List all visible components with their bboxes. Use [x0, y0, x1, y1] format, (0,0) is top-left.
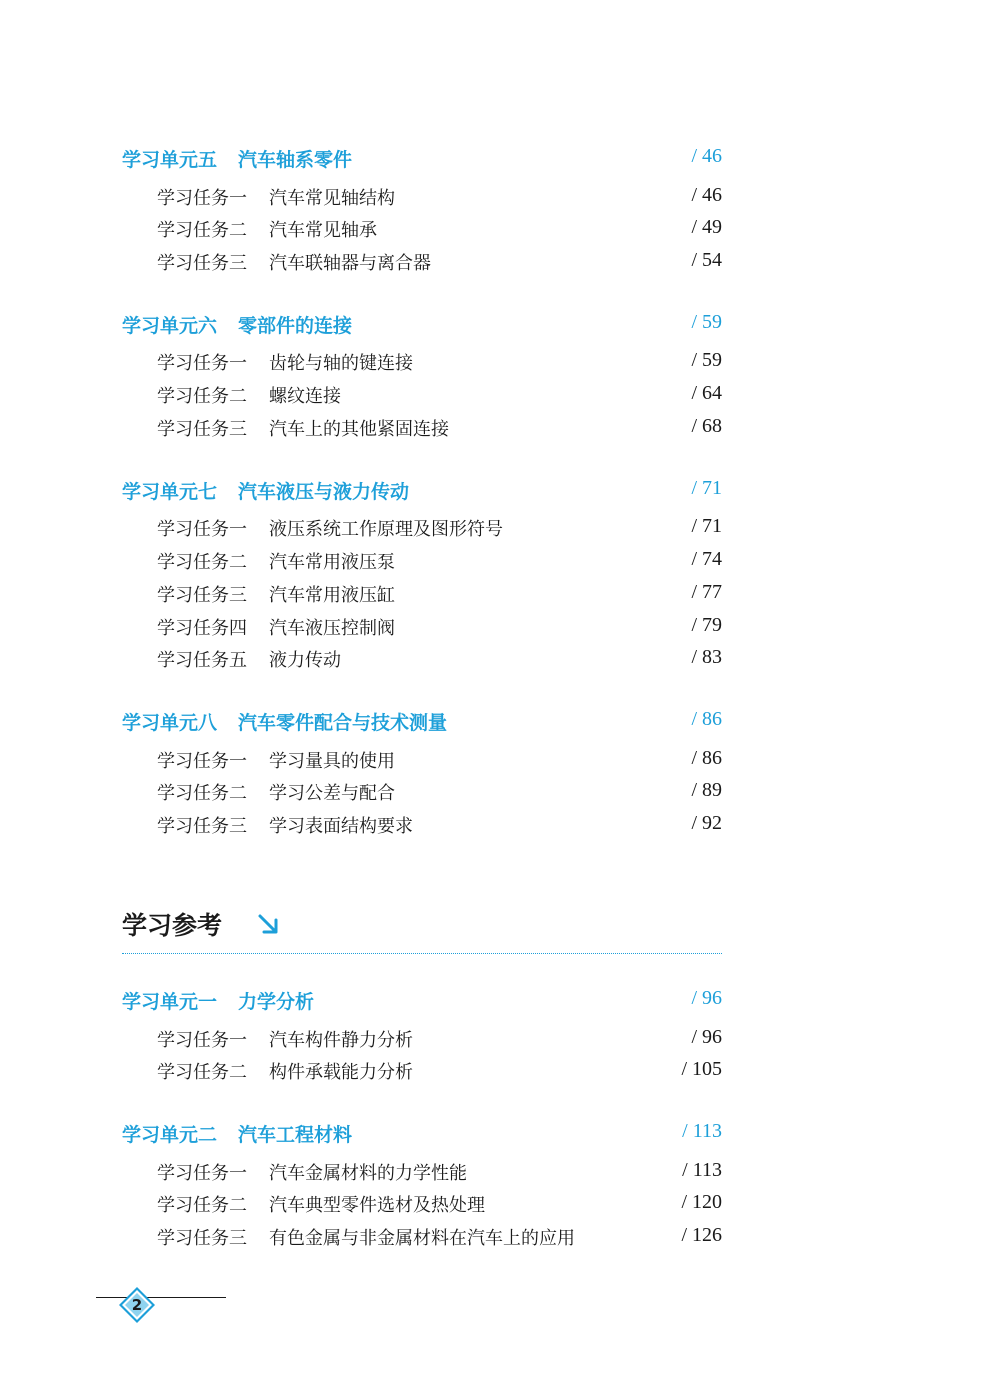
task-page-number: / 86: [691, 747, 722, 769]
unit-title: 汽车液压与液力传动: [238, 481, 410, 503]
unit-page-number: / 46: [691, 145, 722, 167]
task-title: 汽车构件静力分析: [269, 1030, 413, 1051]
unit-code: 学习单元二: [122, 1124, 218, 1146]
toc-entry[interactable]: [157, 184, 722, 210]
task-page-number: / 49: [691, 216, 722, 238]
toc-entry[interactable]: [157, 581, 722, 607]
toc-entry[interactable]: [157, 548, 722, 574]
task-page-number: / 68: [691, 415, 722, 437]
task-title: 汽车金属材料的力学性能: [269, 1163, 467, 1184]
toc-entry[interactable]: [157, 349, 722, 375]
task-code: 学习任务二: [157, 1195, 247, 1216]
ref-unit-1-heading[interactable]: [122, 987, 722, 1013]
unit-title: 汽车工程材料: [238, 1124, 353, 1146]
toc-entry[interactable]: [157, 1159, 722, 1185]
unit-7-heading[interactable]: [122, 477, 722, 503]
task-code: 学习任务二: [157, 1062, 247, 1083]
task-page-number: / 120: [681, 1191, 722, 1213]
task-title: 汽车液压控制阀: [269, 618, 395, 639]
unit-title: 力学分析: [238, 991, 315, 1013]
task-code: 学习任务一: [157, 1030, 247, 1051]
task-code: 学习任务三: [157, 253, 247, 274]
task-title: 有色金属与非金属材料在汽车上的应用: [269, 1228, 575, 1249]
unit-code: 学习单元一: [122, 991, 218, 1013]
task-code: 学习任务二: [157, 552, 247, 573]
toc-entry[interactable]: [157, 415, 722, 441]
task-title: 学习量具的使用: [269, 751, 395, 772]
task-title: 螺纹连接: [269, 386, 341, 407]
task-code: 学习任务五: [157, 650, 247, 671]
task-page-number: / 54: [691, 249, 722, 271]
task-title: 汽车上的其他紧固连接: [269, 419, 449, 440]
unit-code: 学习单元五: [122, 149, 218, 171]
task-title: 汽车常见轴结构: [269, 188, 395, 209]
toc-entry[interactable]: [157, 747, 722, 773]
task-code: 学习任务二: [157, 386, 247, 407]
unit-page-number: / 113: [682, 1120, 722, 1142]
unit-page-number: / 96: [691, 987, 722, 1009]
task-page-number: / 105: [681, 1058, 722, 1080]
arrow-down-right-icon: [256, 912, 280, 936]
task-code: 学习任务三: [157, 585, 247, 606]
unit-6-heading[interactable]: [122, 311, 722, 337]
task-code: 学习任务四: [157, 618, 247, 639]
toc-entry[interactable]: [157, 1191, 722, 1217]
toc-entry[interactable]: [157, 216, 722, 242]
toc-entry[interactable]: [157, 1224, 722, 1250]
task-title: 汽车典型零件选材及热处理: [269, 1195, 485, 1216]
task-code: 学习任务一: [157, 353, 247, 374]
task-code: 学习任务二: [157, 783, 247, 804]
section-divider: [122, 953, 722, 954]
task-page-number: / 74: [691, 548, 722, 570]
task-code: 学习任务三: [157, 1228, 247, 1249]
task-title: 液压系统工作原理及图形符号: [269, 519, 503, 540]
task-title: 液力传动: [269, 650, 341, 671]
task-title: 学习公差与配合: [269, 783, 395, 804]
task-code: 学习任务三: [157, 816, 247, 837]
footer-rule: [96, 1297, 226, 1298]
task-code: 学习任务一: [157, 751, 247, 772]
unit-title: 零部件的连接: [238, 315, 353, 337]
toc-entry[interactable]: [157, 382, 722, 408]
task-page-number: / 79: [691, 614, 722, 636]
task-page-number: / 46: [691, 184, 722, 206]
task-code: 学习任务一: [157, 1163, 247, 1184]
task-title: 汽车常见轴承: [269, 220, 377, 241]
task-code: 学习任务一: [157, 188, 247, 209]
unit-title: 汽车零件配合与技术测量: [238, 712, 448, 734]
task-page-number: / 113: [682, 1159, 722, 1181]
task-page-number: / 64: [691, 382, 722, 404]
task-page-number: / 96: [691, 1026, 722, 1048]
task-page-number: / 71: [691, 515, 722, 537]
unit-code: 学习单元六: [122, 315, 218, 337]
toc-entry[interactable]: [157, 515, 722, 541]
task-page-number: / 59: [691, 349, 722, 371]
unit-5-heading[interactable]: [122, 145, 722, 171]
task-title: 学习表面结构要求: [269, 816, 413, 837]
task-page-number: / 83: [691, 646, 722, 668]
task-page-number: / 77: [691, 581, 722, 603]
task-title: 汽车常用液压泵: [269, 552, 395, 573]
toc-entry[interactable]: [157, 646, 722, 672]
toc-entry[interactable]: [157, 614, 722, 640]
toc-entry[interactable]: [157, 812, 722, 838]
task-code: 学习任务三: [157, 419, 247, 440]
unit-title: 汽车轴系零件: [238, 149, 353, 171]
unit-page-number: / 86: [691, 708, 722, 730]
task-title: 汽车联轴器与离合器: [269, 253, 431, 274]
task-page-number: / 92: [691, 812, 722, 834]
task-page-number: / 89: [691, 779, 722, 801]
unit-code: 学习单元八: [122, 712, 218, 734]
unit-page-number: / 59: [691, 311, 722, 333]
toc-entry[interactable]: [157, 779, 722, 805]
task-title: 汽车常用液压缸: [269, 585, 395, 606]
task-title: 齿轮与轴的键连接: [269, 353, 413, 374]
unit-code: 学习单元七: [122, 481, 218, 503]
task-title: 构件承载能力分析: [269, 1062, 413, 1083]
toc-entry[interactable]: [157, 1026, 722, 1052]
page-number: 2: [131, 1296, 143, 1314]
task-page-number: / 126: [681, 1224, 722, 1246]
unit-8-heading[interactable]: [122, 708, 722, 734]
section-heading: 学习参考: [122, 911, 223, 940]
toc-entry[interactable]: [157, 249, 722, 275]
task-code: 学习任务二: [157, 220, 247, 241]
task-code: 学习任务一: [157, 519, 247, 540]
toc-entry[interactable]: [157, 1058, 722, 1084]
unit-page-number: / 71: [691, 477, 722, 499]
ref-unit-2-heading[interactable]: [122, 1120, 722, 1146]
